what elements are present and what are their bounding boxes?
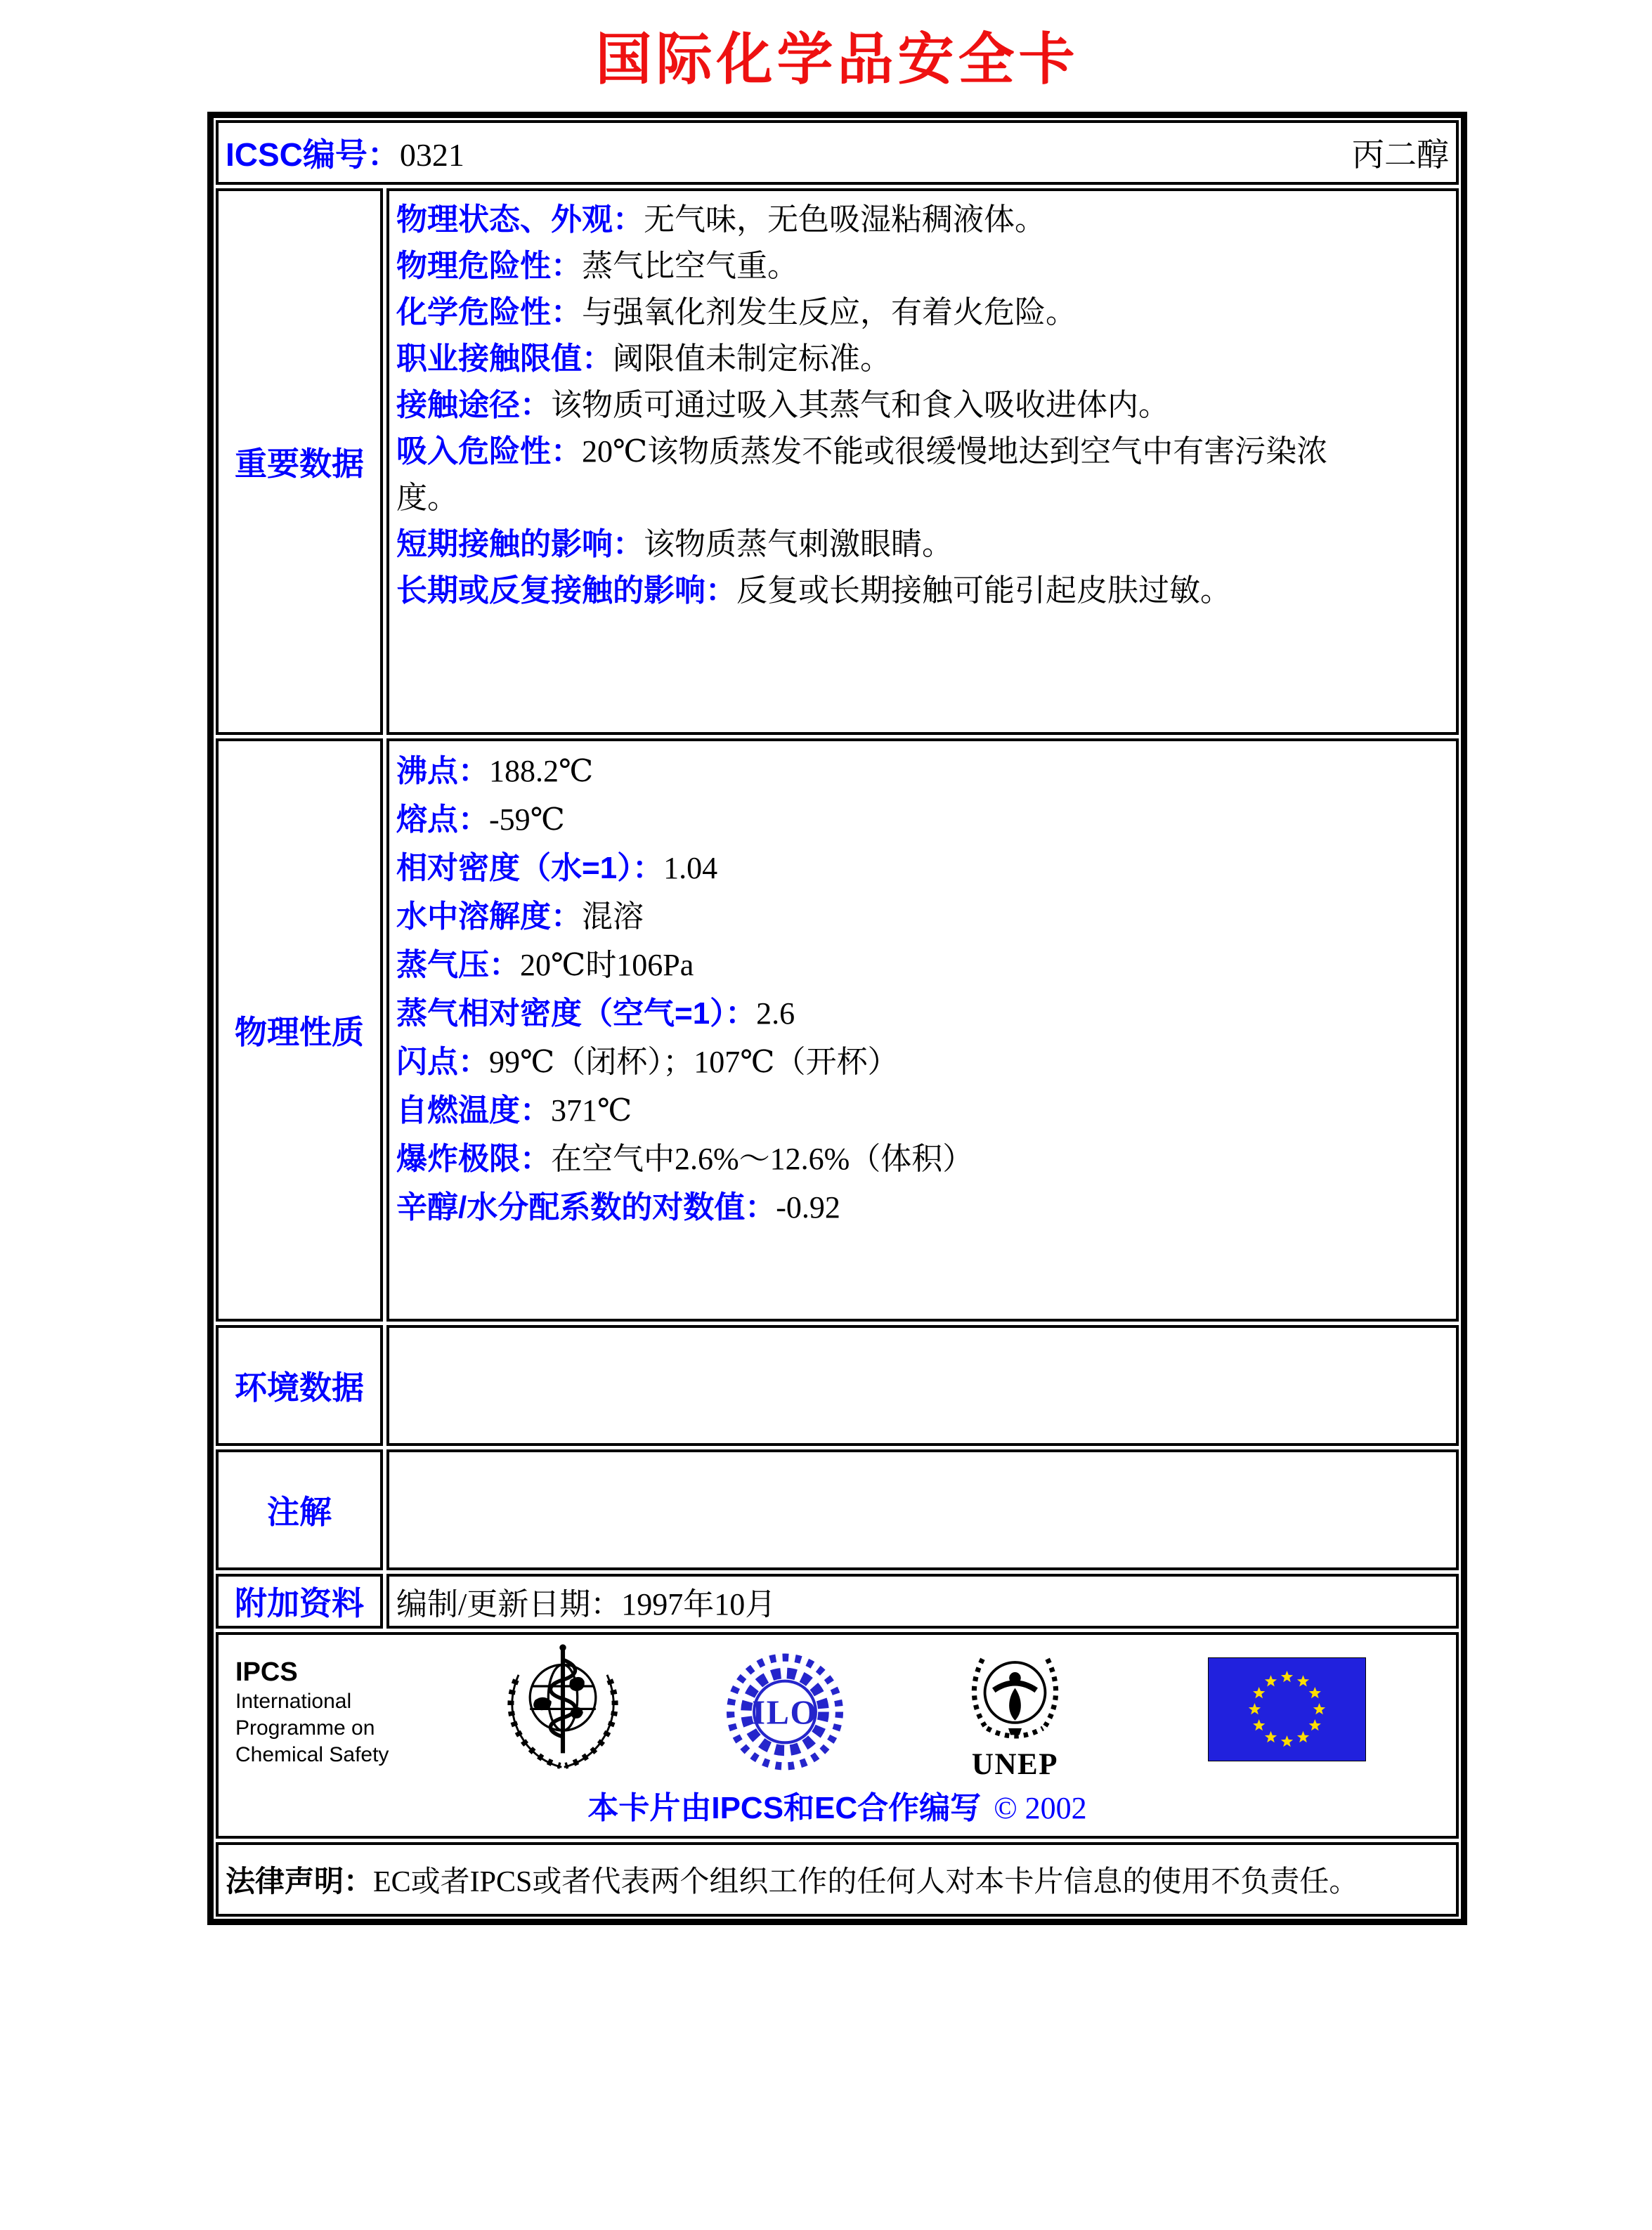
header-cell bbox=[216, 120, 1459, 185]
property-label: 相对密度（水=1）： bbox=[396, 851, 664, 885]
page-title: 国际化学品安全卡 bbox=[595, 30, 1079, 91]
section-label-text: 环境数据 bbox=[235, 1369, 364, 1406]
property-label: 短期接触的影响： bbox=[396, 527, 644, 561]
unep-logo-icon bbox=[954, 1643, 1077, 1780]
copyright-text: © 2002 bbox=[994, 1791, 1087, 1825]
section-content-important-data bbox=[386, 188, 1459, 735]
section-label-text: 重要数据 bbox=[235, 445, 364, 482]
legal-row bbox=[216, 1842, 1459, 1917]
property-value: 2.6 bbox=[756, 996, 795, 1031]
property-value: 反复或长期接触可能引起皮肤过敏。 bbox=[736, 573, 1231, 608]
section-environmental-data bbox=[216, 1325, 1459, 1446]
property-row bbox=[396, 892, 1446, 941]
header-row bbox=[216, 120, 1459, 185]
property-row bbox=[396, 844, 1446, 892]
property-value: 阈限值未制定标准。 bbox=[613, 341, 891, 376]
property-label: 自燃温度： bbox=[396, 1093, 551, 1128]
property-row bbox=[396, 382, 1336, 429]
property-row bbox=[396, 1086, 1446, 1135]
property-label: 辛醇/水分配系数的对数值： bbox=[396, 1190, 776, 1225]
section-label-text: 附加资料 bbox=[235, 1585, 364, 1622]
section-label-physical-properties bbox=[216, 738, 383, 1322]
section-physical-properties bbox=[216, 738, 1459, 1322]
section-important-data bbox=[216, 188, 1459, 735]
property-row bbox=[396, 289, 1336, 336]
ilo-logo-icon bbox=[724, 1649, 845, 1775]
property-row bbox=[396, 1135, 1446, 1183]
property-value: 371℃ bbox=[551, 1093, 632, 1128]
section-content-environmental-data bbox=[386, 1325, 1459, 1446]
section-label-notes bbox=[216, 1449, 383, 1570]
property-label: 物理状态、外观： bbox=[396, 202, 644, 237]
property-label: 编制/更新日期： bbox=[396, 1587, 622, 1622]
section-label-important-data bbox=[216, 188, 383, 735]
property-label: 吸入危险性： bbox=[396, 434, 582, 469]
safety-card bbox=[207, 112, 1467, 1925]
eu-flag-icon bbox=[1208, 1657, 1366, 1761]
property-row bbox=[396, 1038, 1446, 1086]
icsc-number bbox=[226, 129, 464, 176]
property-value: 与强氧化剂发生反应，有着火危险。 bbox=[582, 295, 1077, 330]
logos-strip bbox=[227, 1642, 1448, 1782]
section-additional-info bbox=[216, 1574, 1459, 1629]
credit-text: 本卡片由IPCS和EC合作编写 bbox=[587, 1791, 982, 1825]
property-value: 20℃时106Pa bbox=[520, 948, 694, 982]
chemical-name: 丙二醇 bbox=[1352, 137, 1449, 173]
property-label: 职业接触限值： bbox=[396, 341, 613, 376]
property-label: 熔点： bbox=[396, 802, 489, 837]
icsc-number-label: ICSC编号： bbox=[226, 136, 400, 173]
property-label: 水中溶解度： bbox=[396, 899, 582, 934]
ipcs-title: IPCS bbox=[235, 1657, 298, 1687]
ipcs-block bbox=[235, 1659, 389, 1768]
section-label-text: 注解 bbox=[267, 1494, 332, 1530]
property-row bbox=[396, 1579, 776, 1624]
property-label: 沸点： bbox=[396, 754, 489, 788]
property-value: -0.92 bbox=[776, 1190, 840, 1225]
property-row bbox=[396, 1183, 1446, 1232]
section-notes bbox=[216, 1449, 1459, 1570]
section-label-additional-info bbox=[216, 1574, 383, 1629]
ipcs-line: Chemical Safety bbox=[235, 1743, 389, 1766]
legal-statement bbox=[226, 1858, 1358, 1900]
ilo-logo-text: ILO bbox=[752, 1694, 818, 1732]
unep-logo-text: UNEP bbox=[971, 1748, 1059, 1780]
property-value: 在空气中2.6%～12.6%（体积） bbox=[551, 1142, 974, 1176]
property-row bbox=[396, 243, 1336, 289]
property-value: 混溶 bbox=[582, 899, 644, 934]
property-value: 99℃（闭杯）；107℃（开杯） bbox=[489, 1045, 899, 1079]
section-content-notes bbox=[386, 1449, 1459, 1570]
ipcs-line: International bbox=[235, 1690, 352, 1713]
section-label-text: 物理性质 bbox=[235, 1014, 364, 1050]
property-value: 蒸气比空气重。 bbox=[582, 249, 798, 283]
section-content-additional-info bbox=[386, 1574, 1459, 1629]
property-label: 长期或反复接触的影响： bbox=[396, 573, 736, 608]
property-value: 无气味，无色吸湿粘稠液体。 bbox=[644, 202, 1046, 237]
ipcs-line: Programme on bbox=[235, 1716, 375, 1740]
property-value: 20℃该物质蒸发不能或很缓慢地达到空气中有害污染浓度。 bbox=[396, 434, 1328, 515]
credit-line bbox=[227, 1782, 1448, 1832]
property-value: 该物质蒸气刺激眼睛。 bbox=[644, 527, 953, 561]
section-content-physical-properties bbox=[386, 738, 1459, 1322]
who-logo-icon bbox=[500, 1642, 626, 1781]
logos-cell bbox=[216, 1632, 1459, 1839]
property-row bbox=[396, 795, 1446, 844]
icsc-number-value: 0321 bbox=[399, 137, 464, 173]
property-label: 蒸气相对密度（空气=1）： bbox=[396, 996, 757, 1031]
section-label-environmental-data bbox=[216, 1325, 383, 1446]
property-label: 物理危险性： bbox=[396, 249, 582, 283]
property-value: 1997年10月 bbox=[621, 1587, 776, 1622]
legal-text: EC或者IPCS或者代表两个组织工作的任何人对本卡片信息的使用不负责任。 bbox=[373, 1866, 1359, 1898]
property-value: 1.04 bbox=[663, 851, 718, 885]
legal-label: 法律声明： bbox=[226, 1865, 374, 1898]
property-row bbox=[396, 336, 1336, 382]
logos-row bbox=[216, 1632, 1459, 1839]
property-row bbox=[396, 568, 1336, 614]
property-value: -59℃ bbox=[489, 802, 565, 837]
property-value: 该物质可通过吸入其蒸气和食入吸收进体内。 bbox=[551, 388, 1169, 422]
property-label: 蒸气压： bbox=[396, 948, 520, 982]
property-label: 闪点： bbox=[396, 1045, 489, 1079]
legal-cell bbox=[216, 1842, 1459, 1917]
property-value: 188.2℃ bbox=[489, 754, 594, 788]
property-row bbox=[396, 521, 1336, 568]
property-row bbox=[396, 989, 1446, 1038]
property-row bbox=[396, 429, 1336, 521]
property-row bbox=[396, 941, 1446, 989]
property-row bbox=[396, 197, 1336, 243]
property-row bbox=[396, 747, 1446, 795]
property-label: 化学危险性： bbox=[396, 295, 582, 330]
property-label: 爆炸极限： bbox=[396, 1142, 551, 1176]
property-label: 接触途径： bbox=[396, 388, 551, 422]
